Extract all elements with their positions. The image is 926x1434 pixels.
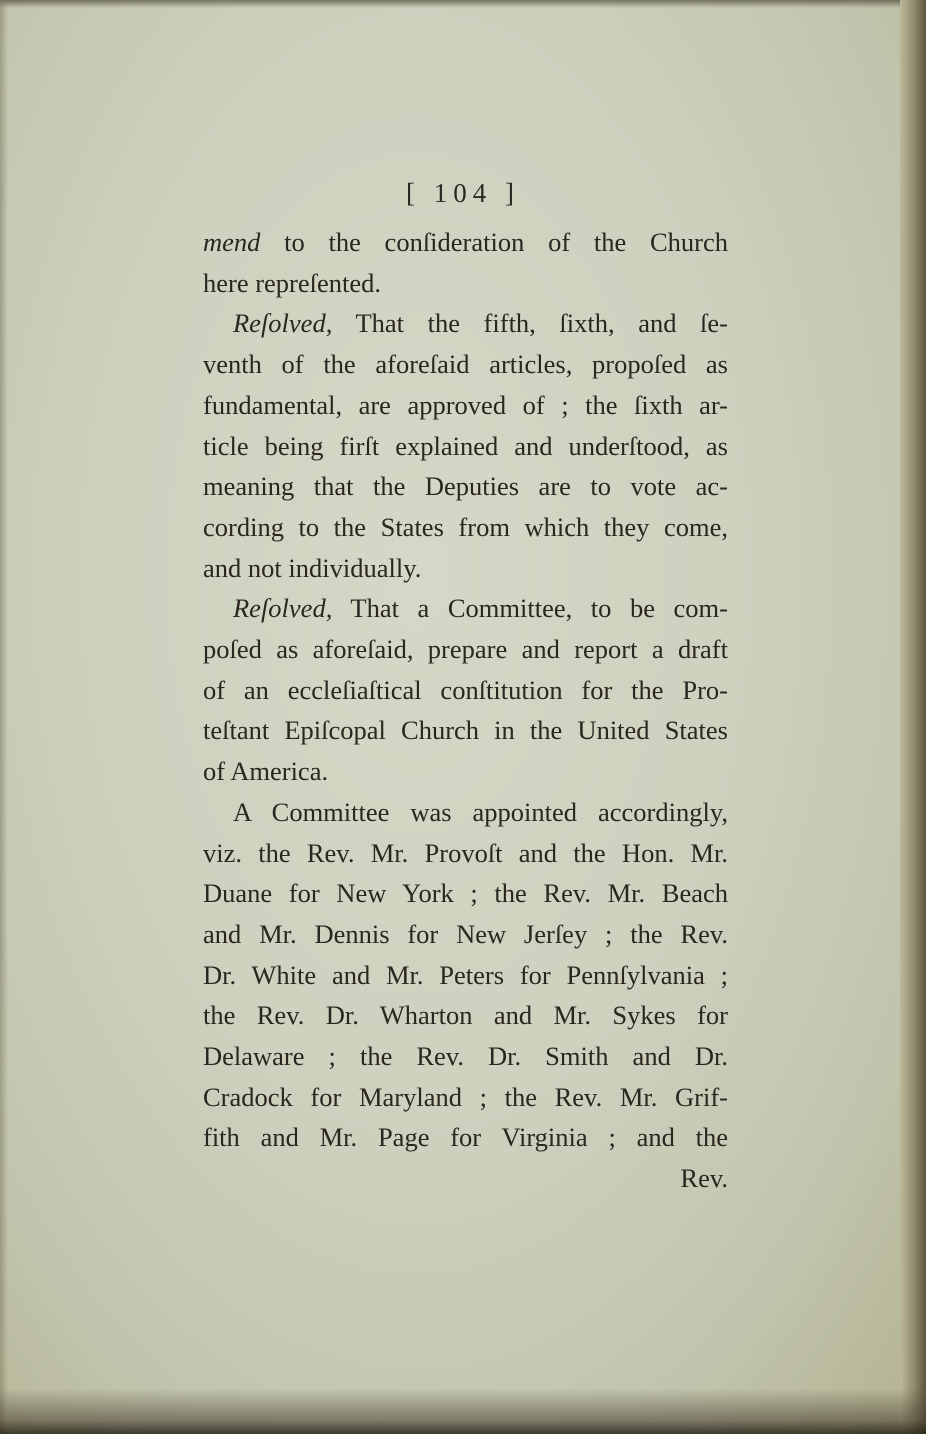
text-line: viz. the Rev. Mr. Provoſt and the Hon. Mr.	[203, 837, 728, 868]
text-line: and not individually.	[203, 552, 422, 583]
page-top-edge	[0, 0, 926, 8]
text-line: meaning that the Deputies are to vote ac-	[203, 471, 728, 502]
text-span: That a Committee, to be com-	[332, 593, 728, 624]
italic-word: Reſolved,	[233, 308, 333, 339]
text-line: teſtant Epiſcopal Church in the United States	[203, 715, 728, 746]
catchword: Rev.	[680, 1163, 728, 1194]
text-line: Delaware ; the Rev. Dr. Smith and Dr.	[203, 1041, 728, 1072]
text-line: Duane for New York ; the Rev. Mr. Beach	[203, 878, 728, 909]
body-text	[203, 222, 728, 1199]
text-line: of America.	[203, 756, 329, 787]
italic-word: Reſolved,	[233, 593, 333, 624]
text-line: here repreſented.	[203, 267, 382, 298]
text-line: ticle being firſt explained and underſtood, as	[203, 430, 728, 461]
text-span: That the fifth, ſixth, and ſe-	[332, 308, 728, 339]
text-line: of an eccleſiaſtical conſtitution for the Pro-	[203, 674, 728, 705]
text-line: Cradock for Maryland ; the Rev. Mr. Grif-	[203, 1081, 728, 1112]
page-number-header: [ 104 ]	[406, 178, 520, 208]
text-line: the Rev. Dr. Wharton and Mr. Sykes for	[203, 1000, 728, 1031]
text-line: venth of the aforeſaid articles, propoſed as	[203, 349, 728, 380]
page-bottom-edge-shadow	[0, 1388, 926, 1434]
text-line: A Committee was appointed accordingly,	[233, 796, 728, 827]
text-span: to the conſideration of the Church	[260, 227, 728, 257]
page-left-edge	[0, 0, 8, 1434]
text-line: Dr. White and Mr. Peters for Pennſylvania ;	[203, 959, 728, 990]
italic-word: mend	[203, 227, 261, 257]
text-line	[203, 222, 728, 263]
text-line	[203, 588, 728, 629]
text-line: poſed as aforeſaid, prepare and report a draft	[203, 634, 728, 665]
text-line: fith and Mr. Page for Virginia ; and the	[203, 1122, 728, 1153]
text-line: cording to the States from which they come,	[203, 511, 728, 542]
text-line	[203, 303, 728, 344]
text-line: fundamental, are approved of ; the ſixth ar-	[203, 389, 728, 420]
text-line: and Mr. Dennis for New Jerſey ; the Rev.	[203, 918, 728, 949]
page-right-edge-shadow	[900, 0, 926, 1434]
